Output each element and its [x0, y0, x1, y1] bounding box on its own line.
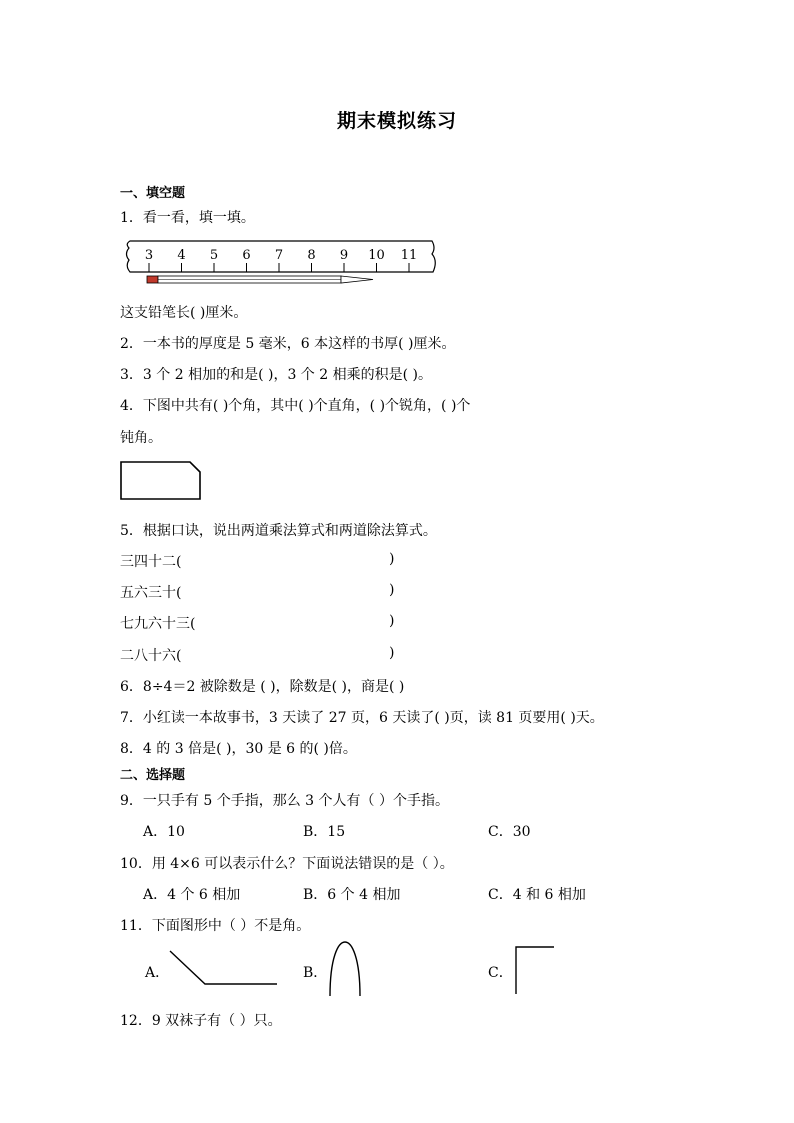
question-1-answer-line: 这支铅笔长( )厘米。	[120, 305, 248, 321]
question-4-line-1: 4．下图中共有( )个角，其中( )个直角，( )个锐角，( )个	[120, 398, 471, 414]
question-8: 8．4 的 3 倍是( )，30 是 6 的( )倍。	[120, 741, 357, 757]
q11-figure-c-right-angle	[512, 944, 562, 999]
q11-option-c: C．	[488, 965, 513, 981]
q11-option-a: A．	[145, 965, 170, 981]
question-4-line-2: 钝角。	[120, 430, 162, 446]
q11-figure-a-angle	[166, 948, 281, 993]
q10-option-c: C．4 和 6 相加	[488, 887, 586, 903]
multiplication-rhyme-3: 七九六十三(	[120, 616, 196, 632]
multiplication-rhyme-1: 三四十二(	[120, 554, 182, 570]
rhyme-4-close-paren: )	[389, 645, 395, 661]
pencil-icon	[147, 276, 373, 283]
section-fill-blank-heading: 一、填空题	[120, 186, 186, 201]
question-9: 9．一只手有 5 个手指，那么 3 个人有（ ）个手指。	[120, 793, 449, 809]
q9-option-b: B．15	[303, 824, 346, 840]
multiplication-rhyme-2: 五六三十(	[120, 585, 182, 601]
multiplication-rhyme-4: 二八十六(	[120, 648, 182, 664]
pentagon-shape-figure	[118, 460, 208, 505]
page-title: 期末模拟练习	[336, 110, 457, 132]
rhyme-3-close-paren: )	[389, 613, 395, 629]
question-12: 12．9 双袜子有（ ）只。	[120, 1013, 282, 1029]
ruler-tick-label: 5	[209, 248, 219, 263]
section-choice-heading: 二、选择题	[120, 768, 186, 783]
question-1: 1．看一看，填一填。	[120, 210, 255, 226]
q11-figure-b-curve	[326, 940, 366, 1000]
rhyme-2-close-paren: )	[389, 582, 395, 598]
q9-option-c: C．30	[488, 824, 531, 840]
ruler-tick-label: 3	[144, 248, 154, 263]
ruler-pencil-figure	[120, 238, 450, 288]
question-11: 11．下面图形中（ ）不是角。	[120, 918, 311, 934]
ruler-tick-label: 8	[307, 248, 316, 263]
q9-option-a: A．10	[143, 824, 185, 840]
q11-option-b: B．	[303, 965, 328, 981]
ruler-tick-label: 6	[242, 248, 251, 263]
q10-option-a: A．4 个 6 相加	[143, 887, 241, 903]
rhyme-1-close-paren: )	[389, 551, 395, 567]
question-6: 6．8÷4＝2 被除数是 ( )，除数是( )，商是( )	[120, 679, 405, 695]
ruler-tick-label: 10	[368, 248, 385, 263]
ruler-tick-label: 11	[400, 248, 418, 263]
question-7: 7．小红读一本故事书，3 天读了 27 页，6 天读了( )页，读 81 页要用( )天。	[120, 710, 604, 726]
q10-option-b: B．6 个 4 相加	[303, 887, 401, 903]
question-5: 5．根据口诀，说出两道乘法算式和两道除法算式。	[120, 523, 437, 539]
ruler-tick-label: 4	[177, 248, 186, 263]
ruler-tick-label: 7	[274, 248, 284, 263]
question-10: 10．用 4×6 可以表示什么？下面说法错误的是（ ）。	[120, 856, 454, 872]
ruler-tick-label: 9	[339, 248, 349, 263]
question-3: 3．3 个 2 相加的和是( )，3 个 2 相乘的积是( )。	[120, 367, 432, 383]
question-2: 2．一本书的厚度是 5 毫米，6 本这样的书厚( )厘米。	[120, 336, 456, 352]
